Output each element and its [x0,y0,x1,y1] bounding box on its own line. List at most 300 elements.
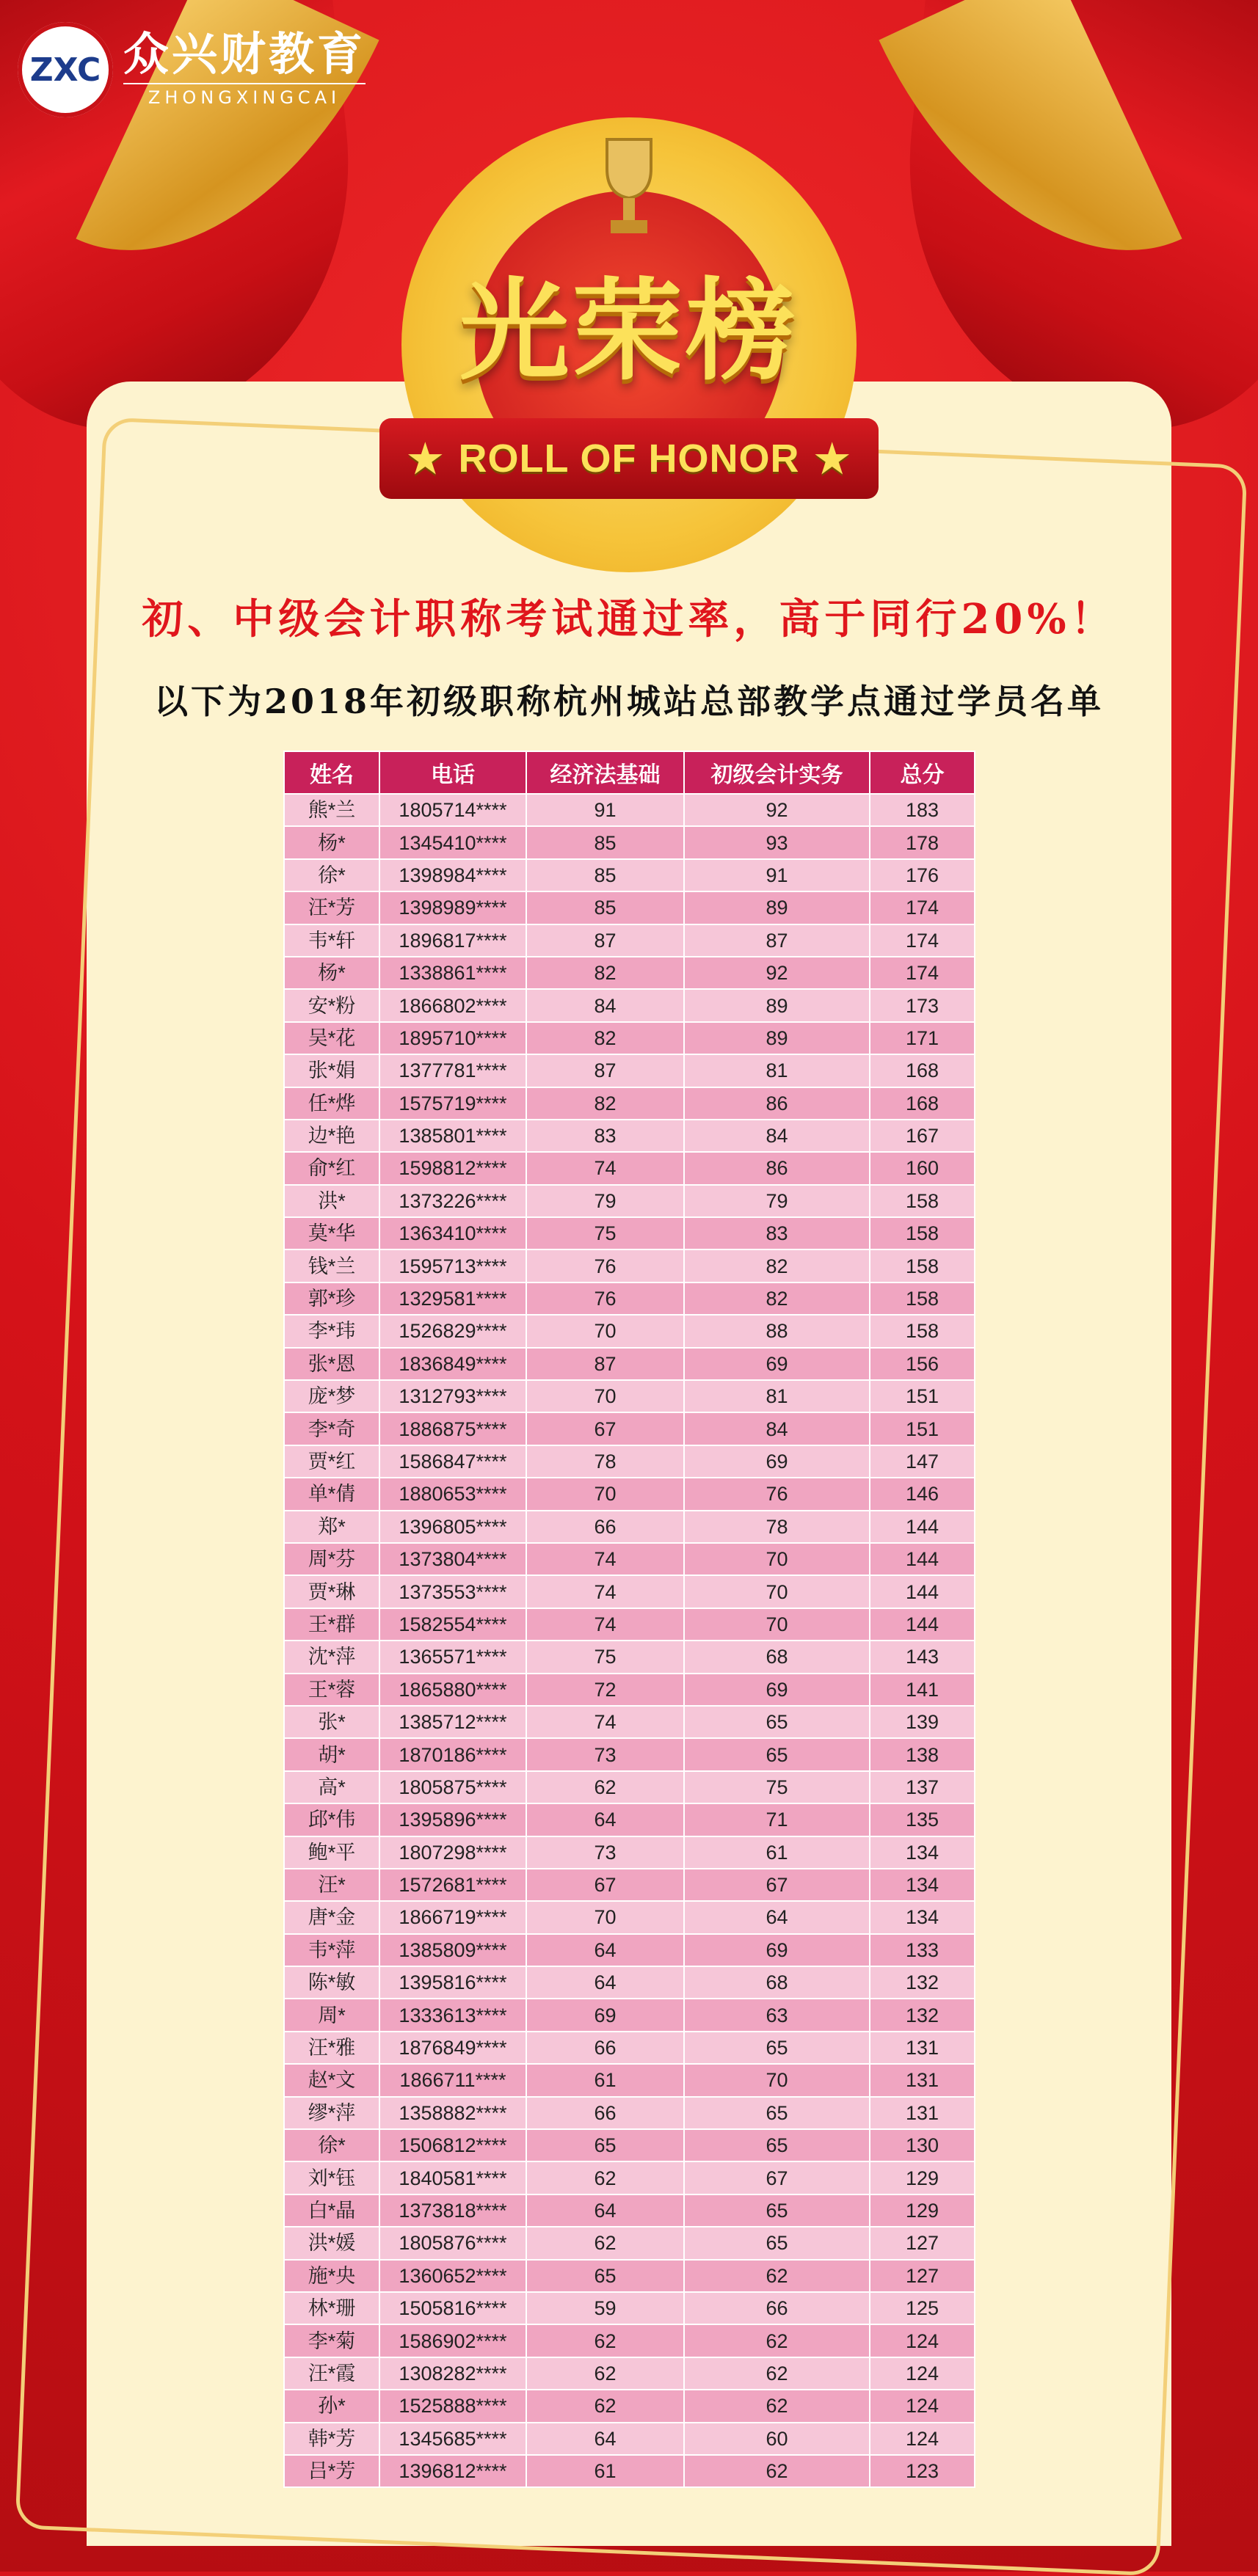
table-row [284,1511,975,1543]
cell-total: 124 [870,2390,975,2422]
cell-total: 167 [870,1120,975,1152]
cell-total: 147 [870,1445,975,1478]
results-table-wrap [283,751,974,2488]
cell-accounting: 69 [684,1445,870,1478]
logo-badge: ZXC [18,22,113,117]
cell-phone: 1870186**** [379,1738,526,1770]
table-row [284,1087,975,1120]
table-row [284,2194,975,2227]
cell-phone: 1840581**** [379,2161,526,2194]
cell-total: 146 [870,1478,975,1510]
cell-accounting: 67 [684,1869,870,1901]
cell-phone: 1895710**** [379,1022,526,1054]
cell-name: 任*烨 [284,1087,379,1120]
cell-accounting: 75 [684,1771,870,1803]
cell-name: 杨* [284,957,379,989]
cell-accounting: 65 [684,2129,870,2161]
cell-accounting: 62 [684,2390,870,2422]
cell-name: 俞*红 [284,1152,379,1184]
cell-total: 158 [870,1282,975,1315]
cell-phone: 1506812**** [379,2129,526,2161]
cell-law: 73 [526,1836,684,1869]
cell-phone: 1373226**** [379,1185,526,1217]
cell-law: 70 [526,1478,684,1510]
cell-accounting: 62 [684,2455,870,2487]
cell-name: 杨* [284,826,379,858]
cell-total: 139 [870,1706,975,1738]
cell-name: 韩*芳 [284,2423,379,2455]
table-row [284,2324,975,2357]
header-name: 姓名 [284,751,379,794]
cell-total: 151 [870,1412,975,1445]
cell-total: 158 [870,1185,975,1217]
cell-accounting: 63 [684,1999,870,2031]
cell-phone: 1385801**** [379,1120,526,1152]
cell-name: 贾*红 [284,1445,379,1478]
table-row [284,2423,975,2455]
cell-phone: 1363410**** [379,1217,526,1249]
cell-total: 144 [870,1543,975,1575]
cell-law: 66 [526,2032,684,2064]
header-total: 总分 [870,751,975,794]
cell-phone: 1396805**** [379,1511,526,1543]
cell-law: 76 [526,1249,684,1282]
cell-phone: 1385712**** [379,1706,526,1738]
cell-name: 王*蓉 [284,1674,379,1706]
cell-total: 158 [870,1249,975,1282]
cell-phone: 1886875**** [379,1412,526,1445]
cell-law: 87 [526,924,684,957]
table-row [284,1478,975,1510]
table-row [284,1315,975,1347]
table-row [284,859,975,891]
cell-accounting: 69 [684,1674,870,1706]
cell-law: 91 [526,794,684,826]
cell-name: 汪* [284,1869,379,1901]
table-row [284,1738,975,1770]
cell-phone: 1805714**** [379,794,526,826]
cell-accounting: 66 [684,2292,870,2324]
cell-law: 74 [526,1608,684,1641]
cell-name: 安*粉 [284,989,379,1021]
cell-total: 144 [870,1511,975,1543]
table-row [284,1608,975,1641]
cell-phone: 1395816**** [379,1966,526,1999]
cell-name: 李*玮 [284,1315,379,1347]
brand-logo [18,22,366,117]
cell-name: 吴*花 [284,1022,379,1054]
cell-name: 缪*萍 [284,2097,379,2129]
cell-name: 唐*金 [284,1901,379,1933]
cell-total: 127 [870,2260,975,2292]
cell-phone: 1308282**** [379,2357,526,2390]
cell-phone: 1333613**** [379,1999,526,2031]
cell-accounting: 70 [684,1543,870,1575]
cell-phone: 1526829**** [379,1315,526,1347]
cell-name: 高* [284,1771,379,1803]
cell-name: 白*晶 [284,2194,379,2227]
cell-accounting: 69 [684,1348,870,1380]
cell-total: 124 [870,2324,975,2357]
cell-accounting: 65 [684,2227,870,2259]
cell-name: 李*奇 [284,1412,379,1445]
headline: 初、中级会计职称考试通过率，高于同行20%！ [142,595,1116,643]
cell-name: 郭*珍 [284,1282,379,1315]
cell-name: 单*倩 [284,1478,379,1510]
cell-law: 82 [526,1087,684,1120]
cell-name: 汪*芳 [284,891,379,924]
cell-law: 76 [526,1282,684,1315]
table-row [284,2357,975,2390]
cell-accounting: 67 [684,2161,870,2194]
cell-accounting: 84 [684,1412,870,1445]
cell-phone: 1586902**** [379,2324,526,2357]
cell-total: 131 [870,2064,975,2096]
cell-accounting: 65 [684,2097,870,2129]
cell-phone: 1329581**** [379,1282,526,1315]
cell-law: 69 [526,1999,684,2031]
cell-phone: 1345410**** [379,826,526,858]
cell-name: 周*芬 [284,1543,379,1575]
cell-law: 67 [526,1869,684,1901]
cell-total: 143 [870,1641,975,1673]
cell-total: 124 [870,2423,975,2455]
table-row [284,1999,975,2031]
header-accounting: 初级会计实务 [684,751,870,794]
cell-name: 赵*文 [284,2064,379,2096]
cell-total: 131 [870,2097,975,2129]
table-row [284,2097,975,2129]
cell-accounting: 70 [684,1575,870,1608]
cell-name: 洪*媛 [284,2227,379,2259]
cell-phone: 1338861**** [379,957,526,989]
cell-accounting: 79 [684,1185,870,1217]
cell-name: 韦*萍 [284,1934,379,1966]
table-row [284,1674,975,1706]
cell-law: 73 [526,1738,684,1770]
table-row [284,2161,975,2194]
cell-name: 钱*兰 [284,1249,379,1282]
table-row [284,2129,975,2161]
cell-accounting: 76 [684,1478,870,1510]
cell-law: 64 [526,1803,684,1836]
cell-law: 87 [526,1054,684,1087]
cell-accounting: 64 [684,1901,870,1933]
logo-pinyin: ZHONGXINGCAI [123,83,366,108]
banner-title: 光荣榜 [459,268,799,395]
table-row [284,1380,975,1412]
cell-phone: 1865880**** [379,1674,526,1706]
cell-total: 138 [870,1738,975,1770]
table-row [284,1966,975,1999]
cell-accounting: 69 [684,1934,870,1966]
header-phone: 电话 [379,751,526,794]
cell-law: 85 [526,826,684,858]
table-row [284,1543,975,1575]
cell-law: 62 [526,2390,684,2422]
cell-law: 64 [526,2194,684,2227]
table-row [284,924,975,957]
cell-phone: 1385809**** [379,1934,526,1966]
cell-law: 70 [526,1380,684,1412]
cell-accounting: 89 [684,1022,870,1054]
cell-name: 汪*霞 [284,2357,379,2390]
table-row [284,1217,975,1249]
cell-total: 168 [870,1087,975,1120]
cell-accounting: 62 [684,2260,870,2292]
cell-law: 85 [526,891,684,924]
table-row [284,891,975,924]
table-row [284,2292,975,2324]
cell-accounting: 86 [684,1087,870,1120]
table-row [284,1120,975,1152]
cell-name: 张*恩 [284,1348,379,1380]
cell-phone: 1586847**** [379,1445,526,1478]
cell-name: 李*菊 [284,2324,379,2357]
cell-accounting: 70 [684,2064,870,2096]
cell-accounting: 87 [684,924,870,957]
table-row [284,1185,975,1217]
cell-phone: 1595713**** [379,1249,526,1282]
table-row [284,2064,975,2096]
cell-name: 吕*芳 [284,2455,379,2487]
cell-name: 王*群 [284,1608,379,1641]
cell-law: 62 [526,2161,684,2194]
cell-law: 59 [526,2292,684,2324]
cell-phone: 1805875**** [379,1771,526,1803]
cell-law: 64 [526,1934,684,1966]
cell-accounting: 82 [684,1249,870,1282]
table-row [284,1282,975,1315]
cell-total: 144 [870,1575,975,1608]
cell-name: 熊*兰 [284,794,379,826]
table-row [284,1706,975,1738]
cell-accounting: 86 [684,1152,870,1184]
cell-accounting: 65 [684,1706,870,1738]
cell-name: 张* [284,1706,379,1738]
cell-total: 134 [870,1901,975,1933]
cell-name: 韦*轩 [284,924,379,957]
cell-total: 137 [870,1771,975,1803]
cell-total: 183 [870,794,975,826]
cell-accounting: 78 [684,1511,870,1543]
cell-law: 78 [526,1445,684,1478]
cell-phone: 1377781**** [379,1054,526,1087]
table-row [284,2390,975,2422]
cell-name: 周* [284,1999,379,2031]
cell-law: 62 [526,1771,684,1803]
cell-phone: 1373804**** [379,1543,526,1575]
star-icon: ★ [814,437,851,481]
table-row [284,2260,975,2292]
cell-phone: 1896817**** [379,924,526,957]
cell-law: 74 [526,1543,684,1575]
cell-name: 邱*伟 [284,1803,379,1836]
cell-law: 66 [526,1511,684,1543]
cell-name: 鲍*平 [284,1836,379,1869]
cell-accounting: 60 [684,2423,870,2455]
cell-total: 173 [870,989,975,1021]
table-body [284,794,975,2487]
table-row [284,1412,975,1445]
cell-name: 徐* [284,2129,379,2161]
cell-total: 144 [870,1608,975,1641]
table-row [284,2032,975,2064]
table-row [284,794,975,826]
table-row [284,1803,975,1836]
cell-accounting: 71 [684,1803,870,1836]
cell-accounting: 62 [684,2357,870,2390]
table-row [284,1901,975,1933]
table-row [284,989,975,1021]
logo-text [123,27,366,108]
cell-name: 胡* [284,1738,379,1770]
cell-law: 62 [526,2324,684,2357]
cell-total: 134 [870,1869,975,1901]
cell-name: 徐* [284,859,379,891]
cell-total: 135 [870,1803,975,1836]
cell-phone: 1398989**** [379,891,526,924]
table-row [284,1869,975,1901]
table-row [284,1249,975,1282]
cell-total: 158 [870,1217,975,1249]
cell-accounting: 70 [684,1608,870,1641]
cell-total: 178 [870,826,975,858]
cell-total: 134 [870,1836,975,1869]
cell-phone: 1373818**** [379,2194,526,2227]
table-row [284,1152,975,1184]
cell-accounting: 92 [684,794,870,826]
cell-total: 127 [870,2227,975,2259]
cell-law: 70 [526,1901,684,1933]
cell-total: 130 [870,2129,975,2161]
cell-name: 孙* [284,2390,379,2422]
star-icon: ★ [407,437,444,481]
cell-total: 174 [870,924,975,957]
cell-law: 82 [526,957,684,989]
cell-total: 176 [870,859,975,891]
results-table [283,751,975,2488]
cell-phone: 1505816**** [379,2292,526,2324]
cell-accounting: 83 [684,1217,870,1249]
cell-name: 沈*萍 [284,1641,379,1673]
cell-phone: 1572681**** [379,1869,526,1901]
cell-phone: 1836849**** [379,1348,526,1380]
cell-total: 132 [870,1966,975,1999]
cell-phone: 1866719**** [379,1901,526,1933]
cell-accounting: 65 [684,2032,870,2064]
cell-accounting: 81 [684,1054,870,1087]
cell-phone: 1358882**** [379,2097,526,2129]
cell-law: 70 [526,1315,684,1347]
cell-accounting: 82 [684,1282,870,1315]
table-row [284,826,975,858]
header-law: 经济法基础 [526,751,684,794]
cell-phone: 1575719**** [379,1087,526,1120]
cell-name: 刘*钰 [284,2161,379,2194]
cell-total: 174 [870,891,975,924]
cell-law: 75 [526,1217,684,1249]
cell-total: 129 [870,2161,975,2194]
table-row [284,1771,975,1803]
cell-law: 64 [526,1966,684,1999]
cell-law: 74 [526,1575,684,1608]
table-row [284,2227,975,2259]
cell-name: 贾*琳 [284,1575,379,1608]
cell-accounting: 81 [684,1380,870,1412]
cell-law: 61 [526,2455,684,2487]
cell-name: 汪*雅 [284,2032,379,2064]
cell-name: 莫*华 [284,1217,379,1249]
cell-phone: 1866711**** [379,2064,526,2096]
cell-total: 124 [870,2357,975,2390]
cell-total: 133 [870,1934,975,1966]
cell-phone: 1312793**** [379,1380,526,1412]
cell-law: 74 [526,1706,684,1738]
cell-accounting: 65 [684,1738,870,1770]
cell-phone: 1365571**** [379,1641,526,1673]
cell-phone: 1807298**** [379,1836,526,1869]
cell-accounting: 65 [684,2194,870,2227]
cell-total: 141 [870,1674,975,1706]
cell-name: 边*艳 [284,1120,379,1152]
cell-name: 陈*敏 [284,1966,379,1999]
cell-law: 87 [526,1348,684,1380]
cell-law: 79 [526,1185,684,1217]
cell-accounting: 68 [684,1641,870,1673]
table-row [284,957,975,989]
cell-accounting: 93 [684,826,870,858]
cell-total: 158 [870,1315,975,1347]
table-row [284,1022,975,1054]
cell-law: 67 [526,1412,684,1445]
cell-law: 72 [526,1674,684,1706]
cell-name: 林*珊 [284,2292,379,2324]
cell-total: 174 [870,957,975,989]
table-row [284,1836,975,1869]
cell-phone: 1373553**** [379,1575,526,1608]
cell-law: 65 [526,2129,684,2161]
cell-accounting: 88 [684,1315,870,1347]
cell-law: 62 [526,2227,684,2259]
cell-total: 171 [870,1022,975,1054]
cell-accounting: 84 [684,1120,870,1152]
cell-accounting: 61 [684,1836,870,1869]
cell-law: 74 [526,1152,684,1184]
cell-name: 庞*梦 [284,1380,379,1412]
table-row [284,2455,975,2487]
cell-law: 66 [526,2097,684,2129]
cell-phone: 1525888**** [379,2390,526,2422]
cell-phone: 1598812**** [379,1152,526,1184]
cell-law: 85 [526,859,684,891]
honor-badge [365,88,893,558]
cell-law: 84 [526,989,684,1021]
cell-total: 160 [870,1152,975,1184]
cell-law: 61 [526,2064,684,2096]
cell-phone: 1582554**** [379,1608,526,1641]
cell-accounting: 68 [684,1966,870,1999]
cell-law: 64 [526,2423,684,2455]
table-row [284,1641,975,1673]
table-header-row [284,751,975,794]
cell-accounting: 89 [684,891,870,924]
cell-accounting: 92 [684,957,870,989]
logo-name: 众兴财教育 [123,27,366,81]
table-row [284,1054,975,1087]
cell-phone: 1345685**** [379,2423,526,2455]
table-row [284,1348,975,1380]
